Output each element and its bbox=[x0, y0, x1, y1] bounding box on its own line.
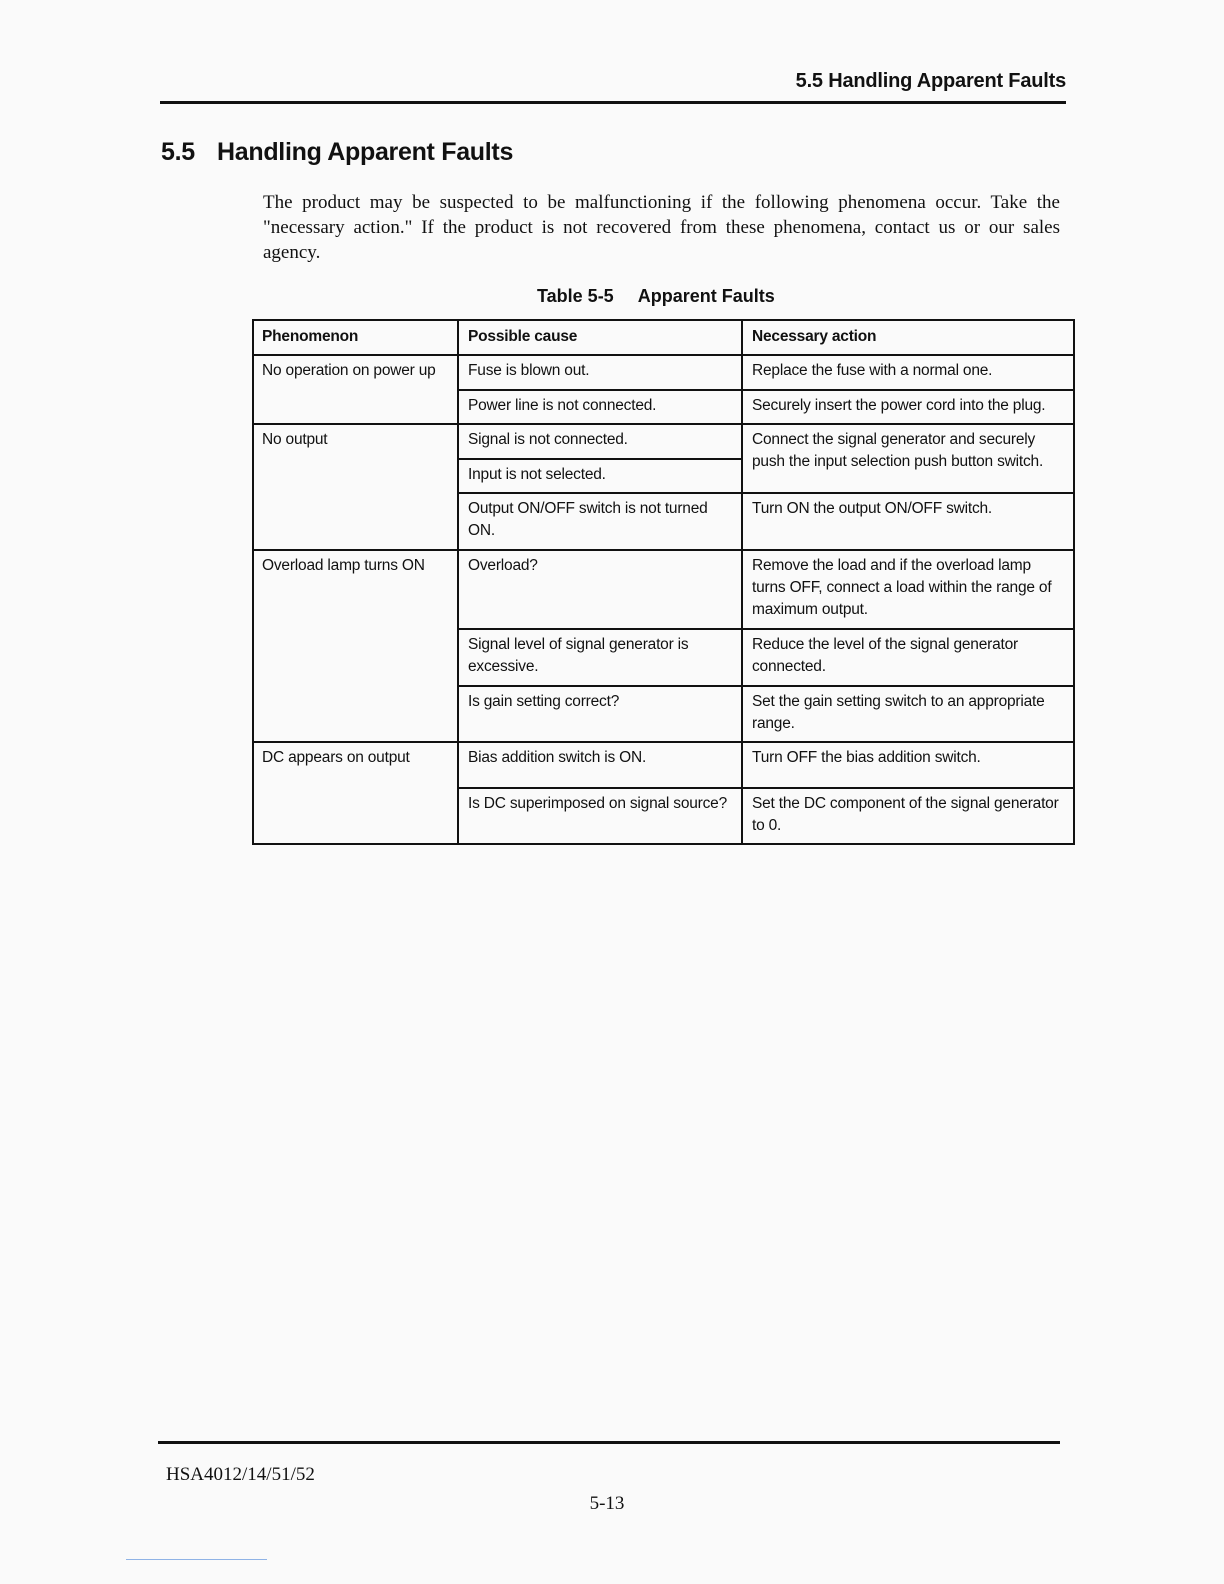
scan-artifact-line bbox=[126, 1559, 267, 1560]
section-number: 5.5 bbox=[161, 138, 195, 166]
running-header: 5.5 Handling Apparent Faults bbox=[795, 70, 1066, 92]
model-number: HSA4012/14/51/52 bbox=[166, 1464, 315, 1485]
column-header-cause: Possible cause bbox=[468, 328, 578, 345]
action-cell: Reduce the level of the signal generator connected. bbox=[752, 636, 1019, 675]
cause-cell: Overload? bbox=[468, 557, 538, 574]
phenomenon-cell: Overload lamp turns ON bbox=[262, 557, 425, 574]
phenomenon-cell: No operation on power up bbox=[262, 362, 436, 379]
table-caption-label: Table 5-5 bbox=[537, 286, 614, 306]
faults-table bbox=[252, 319, 1075, 845]
cause-cell: Signal is not connected. bbox=[468, 431, 628, 448]
footer-rule bbox=[158, 1441, 1060, 1444]
action-cell: Replace the fuse with a normal one. bbox=[752, 362, 993, 379]
action-cell: Turn OFF the bias addition switch. bbox=[752, 749, 981, 766]
cause-cell: Is DC superimposed on signal source? bbox=[468, 795, 728, 812]
column-header-phenomenon: Phenomenon bbox=[262, 328, 359, 345]
page-number: 5-13 bbox=[589, 1493, 625, 1514]
phenomenon-cell: DC appears on output bbox=[262, 749, 410, 766]
section-title-text: Handling Apparent Faults bbox=[217, 138, 514, 166]
action-cell: Turn ON the output ON/OFF switch. bbox=[752, 500, 993, 517]
table-caption bbox=[537, 286, 775, 307]
table-caption-title: Apparent Faults bbox=[637, 286, 775, 306]
cause-cell: Bias addition switch is ON. bbox=[468, 749, 647, 766]
action-cell: Connect the signal generator and securely push the input selection push button switch. bbox=[752, 431, 1044, 470]
intro-paragraph: The product may be suspected to be malfunctioning if the following phenomena occur. Take the "necessary action." If the product is not recovered from these phenomena, contact us or our sales agency. bbox=[263, 192, 1060, 263]
action-cell: Set the gain setting switch to an appropriate range. bbox=[752, 693, 1045, 732]
cause-cell: Fuse is blown out. bbox=[468, 362, 590, 379]
cause-cell: Power line is not connected. bbox=[468, 397, 657, 414]
cause-cell: Output ON/OFF switch is not turned ON. bbox=[468, 500, 708, 539]
action-cell: Securely insert the power cord into the plug. bbox=[752, 397, 1046, 414]
cause-cell: Is gain setting correct? bbox=[468, 693, 620, 710]
column-header-action: Necessary action bbox=[752, 328, 877, 345]
action-cell: Set the DC component of the signal generator to 0. bbox=[752, 795, 1059, 834]
table-border-right bbox=[1073, 319, 1075, 845]
cause-cell: Input is not selected. bbox=[468, 466, 606, 483]
section-title bbox=[161, 138, 513, 167]
action-cell: Remove the load and if the overload lamp turns OFF, connect a load within the range of maximum output. bbox=[752, 557, 1052, 618]
phenomenon-cell: No output bbox=[262, 431, 328, 448]
header-rule bbox=[160, 101, 1066, 104]
table-border-bottom bbox=[252, 843, 1075, 845]
cause-cell: Signal level of signal generator is excessive. bbox=[468, 636, 689, 675]
